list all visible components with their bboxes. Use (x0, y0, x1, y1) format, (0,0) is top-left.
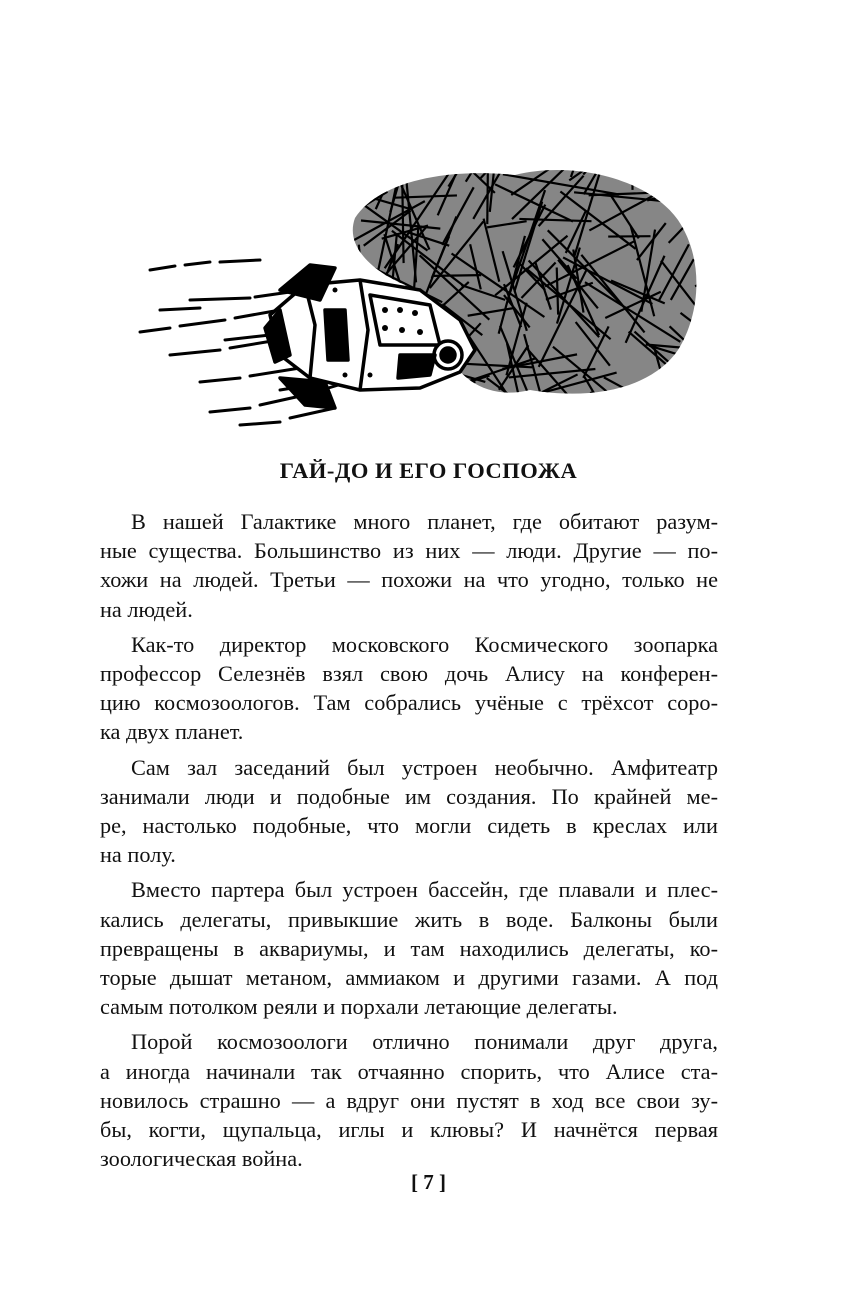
paragraph-4 (100, 875, 718, 1021)
hatch-stroke (439, 382, 476, 399)
hatch-stroke (480, 390, 504, 435)
text-line: хожи на людей. Третьи — похожи на что угодно, только не (100, 567, 718, 593)
text-line: занимали люди и подобные им создания. По крайней ме- (100, 783, 718, 809)
text-line: на полу. (100, 842, 176, 868)
hatch-stroke (340, 203, 341, 280)
hatch-stroke (668, 397, 680, 435)
text-line: на людей. (100, 596, 193, 622)
text-line: В нашей Галактике много планет, где обитают разум- (131, 509, 718, 534)
text-line: цию космозоологов. Там собрались учёные с трёхсот соро- (100, 690, 718, 716)
text-line: а иногда начинали так отчаянно спорить, что Алисе ста- (100, 1058, 718, 1084)
text-line: кались делегаты, привыкшие жить в воде. Балконы были (100, 906, 718, 932)
hatch-stroke (691, 150, 710, 155)
text-line: Сам зал заседаний был устроен необычно. Амфитеатр (131, 754, 718, 780)
paragraph-2 (100, 630, 718, 747)
hatch-stroke (700, 150, 710, 176)
hatch-stroke (590, 392, 628, 431)
paragraph-3 (100, 753, 718, 870)
text-line: Как-то директор московского Космического зоопарка (131, 631, 718, 657)
text-line: бы, когти, щупальца, иглы и клювы? И начнётся первая (100, 1117, 718, 1143)
text-line: новилось страшно — а вдруг они пустят в ход все свои зу- (100, 1087, 718, 1113)
hatch-stroke (434, 275, 481, 276)
hatch-stroke (683, 374, 710, 417)
text-line: ре, настолько подобные, что могли сидеть в креслах или (100, 813, 718, 839)
text-line: торые дышат метаном, аммиаком и другими газами. А под (100, 965, 718, 991)
hatch-stroke (601, 150, 644, 159)
hatch-stroke (523, 166, 585, 168)
hatch-stroke (487, 150, 488, 224)
hatch-stroke (693, 237, 710, 238)
hatch-stroke (702, 156, 710, 176)
paragraph-5 (100, 1027, 718, 1173)
hatch-stroke (545, 150, 604, 161)
text-line: зоологическая война. (100, 1146, 303, 1172)
text-line: Порой космозоологи отлично понимали друг друга, (131, 1029, 718, 1055)
hatch-stroke (582, 150, 605, 157)
text-line: Вместо партера был устроен бассейн, где плавали и плес- (131, 877, 718, 903)
chapter-title: ГАЙ-ДО И ЕГО ГОСПОЖА (279, 458, 578, 483)
hatch-stroke (402, 150, 405, 165)
hatch-stroke (429, 397, 474, 435)
hatch-stroke (583, 150, 637, 175)
hatch-stroke (647, 183, 710, 200)
hatch-stroke (696, 277, 710, 310)
text-line: ные существа. Большинство из них — люди. Другие — по- (100, 538, 718, 564)
text-line: превращены в аквариумы, и там находились делегаты, ко- (100, 935, 718, 961)
hatch-stroke (697, 273, 710, 359)
hatch-stroke (588, 156, 640, 177)
rocket-illustration (130, 150, 710, 435)
hatch-stroke (542, 407, 588, 435)
paragraph-1 (100, 507, 718, 624)
hatch-stroke (442, 392, 451, 435)
text-line: профессор Селезнёв взял свою дочь Алису на конферен- (100, 661, 718, 687)
body-text (100, 507, 718, 1179)
text-line: ка двух планет. (100, 719, 244, 745)
hatch-stroke (695, 272, 710, 287)
page-number: [ 7 ] (411, 1170, 446, 1194)
text-line: самым потолком реяли и порхали летающие делегаты. (100, 994, 618, 1020)
hatch-stroke (698, 333, 710, 383)
hatch-stroke (702, 346, 710, 406)
